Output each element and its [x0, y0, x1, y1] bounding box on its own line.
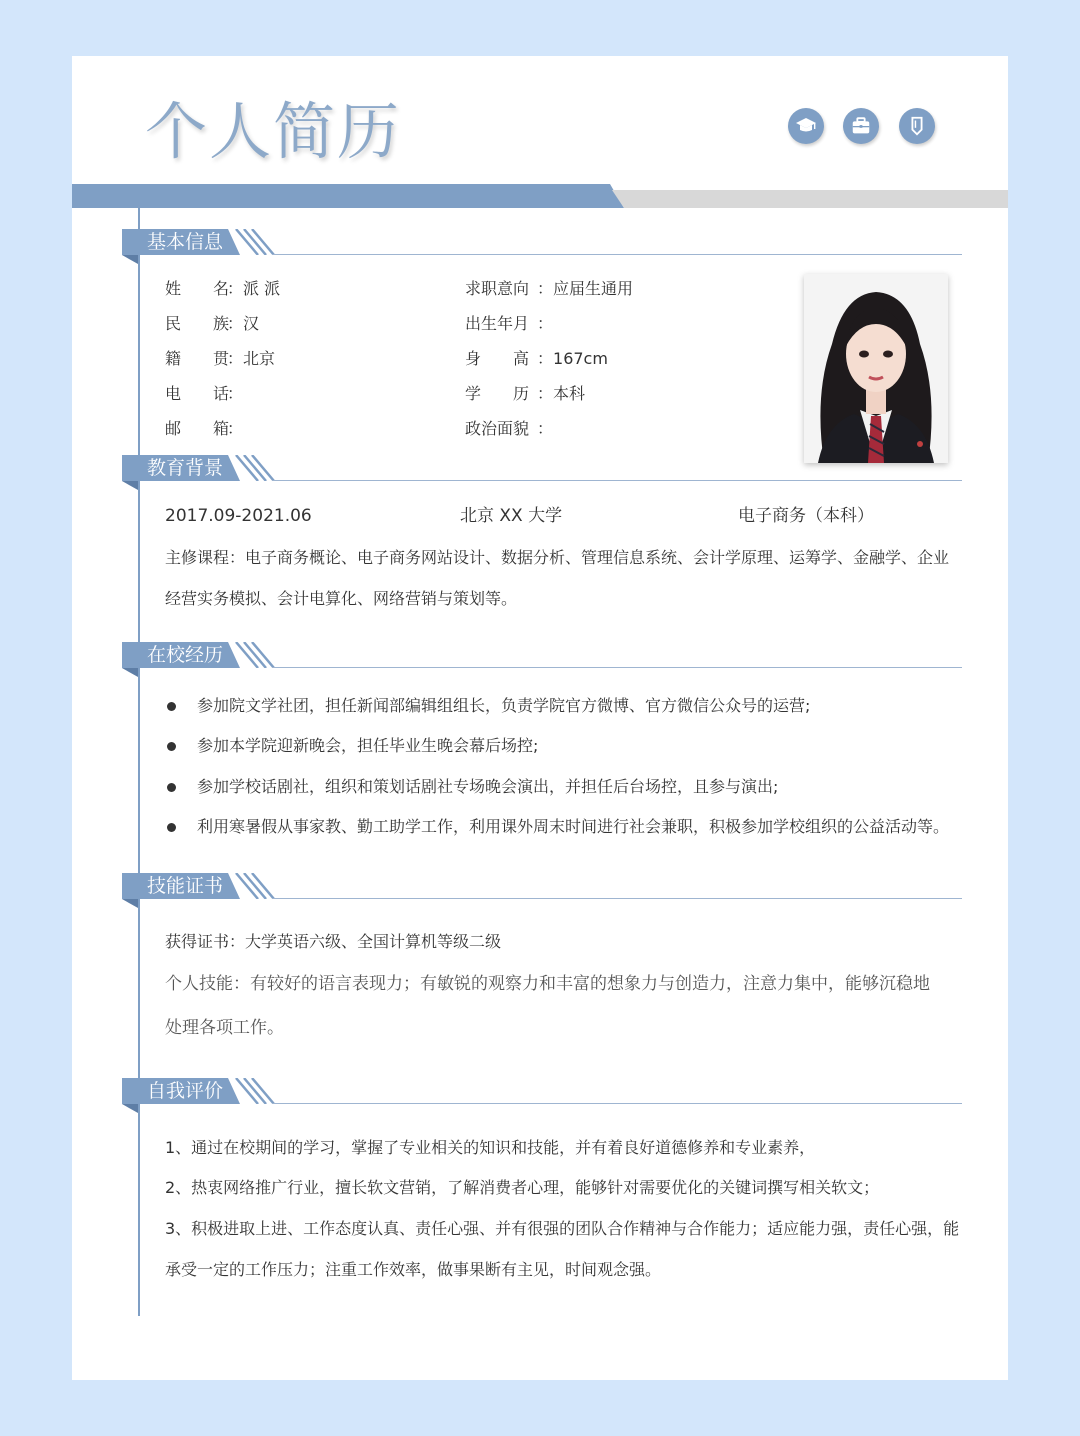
briefcase-icon: [843, 108, 879, 144]
self-eval-item: 1、通过在校期间的学习，掌握了专业相关的知识和技能，并有着良好道德修养和专业素养，: [165, 1138, 816, 1157]
timeline-line: [138, 208, 140, 1316]
edu-period: 2017.09-2021.06: [165, 506, 312, 526]
skills-abilities-line2: 处理各项工作。: [165, 1018, 284, 1038]
section-title: 基本信息: [147, 231, 224, 253]
edu-major: 电子商务（本科）: [738, 506, 874, 526]
graduation-cap-icon: [788, 108, 824, 144]
list-item: 参加院文学社团，担任新闻部编辑组组长，负责学院官方微博、官方微信公众号的运营;: [197, 696, 811, 715]
info-height: 身 高 ：167cm: [465, 349, 608, 368]
page-title: 个人简历: [145, 95, 402, 168]
bullet-dot: [167, 823, 176, 832]
info-phone: 电 话：: [165, 384, 244, 403]
section-title: 教育背景: [147, 457, 224, 479]
info-email: 邮 箱：: [165, 419, 244, 438]
skills-abilities-line1: 个人技能：有较好的语言表现力；有敏锐的观察力和丰富的想象力与创造力，注意力集中，能够沉稳地: [165, 974, 930, 994]
info-hometown: 籍 贯：北京: [165, 349, 276, 368]
info-birth: 出生年月 ：: [465, 314, 554, 333]
section-rule: [272, 898, 962, 899]
section-tab-fold: [122, 255, 138, 264]
section-header-campus: [122, 642, 962, 682]
edu-school: 北京 XX 大学: [460, 506, 563, 526]
bullet-dot: [167, 742, 176, 751]
section-tab-fold: [122, 899, 138, 908]
self-eval-item: 承受一定的工作压力；注重工作效率，做事果断有主见，时间观念强。: [165, 1260, 662, 1279]
profile-photo: [804, 274, 948, 463]
section-rule: [272, 480, 962, 481]
self-eval-item: 2、热衷网络推广行业，擅长软文营销，了解消费者心理，能够针对需要优化的关键词撰写相关软文；: [165, 1178, 880, 1197]
header-band-gray: [612, 190, 1008, 208]
edu-courses-line2: 经营实务模拟、会计电算化、网络营销与策划等。: [165, 589, 518, 608]
pen-icon: [899, 108, 935, 144]
stripes-decoration: [234, 1078, 278, 1104]
info-name: 姓 名：派 派: [165, 279, 281, 298]
stripes-decoration: [234, 455, 278, 481]
section-rule: [272, 1103, 962, 1104]
section-title: 在校经历: [147, 644, 224, 666]
info-ethnicity: 民 族：汉: [165, 314, 260, 333]
section-title: 自我评价: [147, 1080, 224, 1102]
section-title: 技能证书: [147, 875, 224, 897]
section-tab-fold: [122, 1104, 138, 1113]
info-political: 政治面貌 ：: [465, 419, 554, 438]
self-eval-item: 3、积极进取上进、工作态度认真、责任心强、并有很强的团队合作精神与合作能力；适应能力强，责任心强，能: [165, 1219, 960, 1238]
section-header-education: [122, 455, 962, 495]
bullet-dot: [167, 783, 176, 792]
header-band-blue: [72, 184, 624, 208]
stripes-decoration: [234, 873, 278, 899]
info-degree: 学 历 ：本科: [465, 384, 586, 403]
section-rule: [272, 254, 962, 255]
section-header-self-eval: [122, 1078, 962, 1118]
list-item: 利用寒暑假从事家教、勤工助学工作，利用课外周末时间进行社会兼职，积极参加学校组织的公益活动等。: [197, 817, 950, 836]
stripes-decoration: [234, 229, 278, 255]
bullet-dot: [167, 702, 176, 711]
skills-certificates: 获得证书：大学英语六级、全国计算机等级二级: [165, 932, 502, 951]
edu-courses-line1: 主修课程：电子商务概论、电子商务网站设计、数据分析、管理信息系统、会计学原理、运筹学、金融学、企业: [165, 548, 950, 567]
stripes-decoration: [234, 642, 278, 668]
section-rule: [272, 667, 962, 668]
info-job-intent: 求职意向 ：应届生通用: [465, 279, 634, 298]
list-item: 参加本学院迎新晚会，担任毕业生晚会幕后场控;: [197, 736, 539, 755]
section-header-basic-info: [122, 229, 962, 269]
section-tab-fold: [122, 481, 138, 490]
section-header-skills: [122, 873, 962, 913]
section-tab-fold: [122, 668, 138, 677]
list-item: 参加学校话剧社，组织和策划话剧社专场晚会演出，并担任后台场控，且参与演出;: [197, 777, 779, 796]
